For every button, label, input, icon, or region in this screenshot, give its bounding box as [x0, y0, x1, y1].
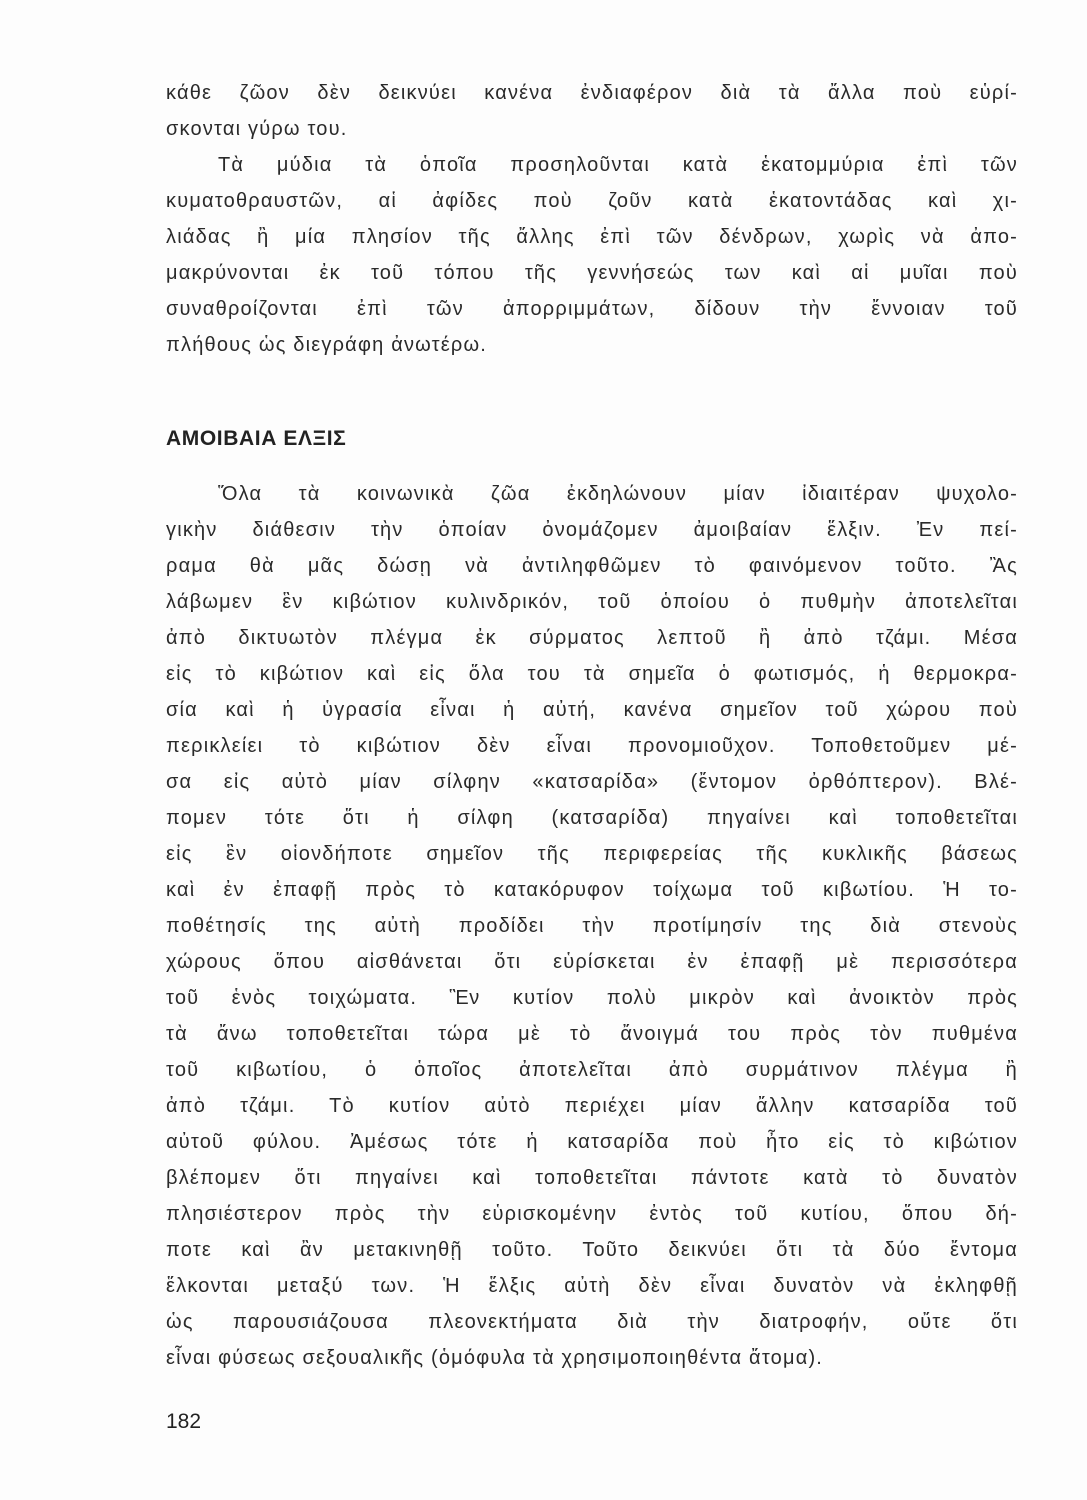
text-line: λιάδας ἢ μία πλησίον τῆς ἄλλης ἐπὶ τῶν δένδρων, χωρὶς νὰ ἀπο-	[166, 226, 1018, 248]
text-line: χώρους ὅπου αἰσθάνεται ὅτι εὑρίσκεται ἐν ἐπαφῇ μὲ περισσότερα	[166, 951, 1018, 973]
text-line: ἀπὸ δικτυωτὸν πλέγμα ἐκ σύρματος λεπτοῦ ἢ ἀπὸ τζάμι. Μέσα	[166, 627, 1018, 649]
paragraph-2	[166, 476, 1018, 1376]
text-line: εἰς ἓν οἱονδήποτε σημεῖον τῆς περιφερείας τῆς κυκλικῆς βάσεως	[166, 843, 1018, 865]
text-line: Ὅλα τὰ κοινωνικὰ ζῶα ἐκδηλώνουν μίαν ἰδιαιτέραν ψυχολο-	[218, 483, 1018, 505]
text-line: μακρύνονται ἐκ τοῦ τόπου τῆς γεννήσεώς των καὶ αἱ μυῖαι ποὺ	[166, 262, 1018, 284]
text-line: γικὴν διάθεσιν τὴν ὁποίαν ὀνομάζομεν ἀμοιβαίαν ἕλξιν. Ἐν πεί-	[166, 519, 1018, 541]
text-line: αὐτοῦ φύλου. Ἀμέσως τότε ἡ κατσαρίδα ποὺ ἦτο εἰς τὸ κιβώτιον	[166, 1131, 1018, 1153]
text-line: ὡς παρουσιάζουσα πλεονεκτήματα διὰ τὴν διατροφήν, οὔτε ὅτι	[166, 1311, 1018, 1333]
text-line: εἶναι φύσεως σεξουαλικῆς (ὁμόφυλα τὰ χρησιμοποιηθέντα ἄτομα).	[166, 1347, 824, 1369]
text-line: βλέπομεν ὅτι πηγαίνει καὶ τοποθετεῖται πάντοτε κατὰ τὸ δυνατὸν	[166, 1167, 1018, 1189]
text-line: ποτε καὶ ἂν μετακινηθῇ τοῦτο. Τοῦτο δεικνύει ὅτι τὰ δύο ἔντομα	[166, 1239, 1018, 1261]
text-line: ποθέτησίς της αὐτὴ προδίδει τὴν προτίμησίν της διὰ στενοὺς	[166, 915, 1018, 937]
text-line: πλήθους ὡς διεγράφη ἀνωτέρω.	[166, 334, 488, 356]
text-line: ἕλκονται μεταξύ των. Ἡ ἕλξις αὐτὴ δὲν εἶναι δυνατὸν νὰ ἐκληφθῇ	[166, 1275, 1018, 1297]
text-line: Τὰ μύδια τὰ ὁποῖα προσηλοῦνται κατὰ ἑκατομμύρια ἐπὶ τῶν	[218, 154, 1018, 176]
paragraph-1	[166, 75, 1018, 363]
text-line: κυματοθραυστῶν, αἱ ἀφίδες ποὺ ζοῦν κατὰ ἑκατοντάδας καὶ χι-	[166, 190, 1018, 212]
text-line: τοῦ κιβωτίου, ὁ ὁποῖος ἀποτελεῖται ἀπὸ συρμάτινον πλέγμα ἢ	[166, 1059, 1018, 1081]
text-line: περικλείει τὸ κιβώτιον δὲν εἶναι προνομιοῦχον. Τοποθετοῦμεν μέ-	[166, 735, 1018, 757]
text-line: τοῦ ἑνὸς τοιχώματα. Ἓν κυτίον πολὺ μικρὸν καὶ ἀνοικτὸν πρὸς	[166, 987, 1018, 1009]
page-number: 182	[166, 1410, 202, 1433]
text-line: σία καὶ ἡ ὑγρασία εἶναι ἡ αὐτή, κανένα σημεῖον τοῦ χώρου ποὺ	[166, 699, 1018, 721]
text-line: ἀπὸ τζάμι. Τὸ κυτίον αὐτὸ περιέχει μίαν ἄλλην κατσαρίδα τοῦ	[166, 1095, 1018, 1117]
text-line: τὰ ἄνω τοποθετεῖται τώρα μὲ τὸ ἄνοιγμά του πρὸς τὸν πυθμένα	[166, 1023, 1018, 1045]
text-line: εἰς τὸ κιβώτιον καὶ εἰς ὅλα του τὰ σημεῖα ὁ φωτισμός, ἡ θερμοκρα-	[166, 663, 1018, 685]
text-line: λάβωμεν ἓν κιβώτιον κυλινδρικόν, τοῦ ὁποίου ὁ πυθμὴν ἀποτελεῖται	[166, 591, 1018, 613]
section-heading: ΑΜΟΙΒΑΙΑ ΕΛΞΙΣ	[166, 427, 347, 450]
text-line: συναθροίζονται ἐπὶ τῶν ἀπορριμμάτων, δίδουν τὴν ἔννοιαν τοῦ	[166, 298, 1018, 320]
text-line: καὶ ἐν ἐπαφῇ πρὸς τὸ κατακόρυφον τοίχωμα τοῦ κιβωτίου. Ἡ το-	[166, 879, 1018, 901]
text-line: πλησιέστερον πρὸς τὴν εὑρισκομένην ἐντὸς τοῦ κυτίου, ὅπου δή-	[166, 1203, 1018, 1225]
text-line: πομεν τότε ὅτι ἡ σίλφη (κατσαρίδα) πηγαίνει καὶ τοποθετεῖται	[166, 807, 1018, 829]
text-line: σκονται γύρω του.	[166, 118, 348, 140]
text-line: κάθε ζῶον δὲν δεικνύει κανένα ἐνδιαφέρον διὰ τὰ ἄλλα ποὺ εὑρί-	[166, 82, 1018, 104]
text-line: ραμα θὰ μᾶς δώσῃ νὰ ἀντιληφθῶμεν τὸ φαινόμενον τοῦτο. Ἂς	[166, 555, 1018, 577]
text-line: σα εἰς αὐτὸ μίαν σίλφην «κατσαρίδα» (ἔντομον ὀρθόπτερον). Βλέ-	[166, 771, 1018, 793]
